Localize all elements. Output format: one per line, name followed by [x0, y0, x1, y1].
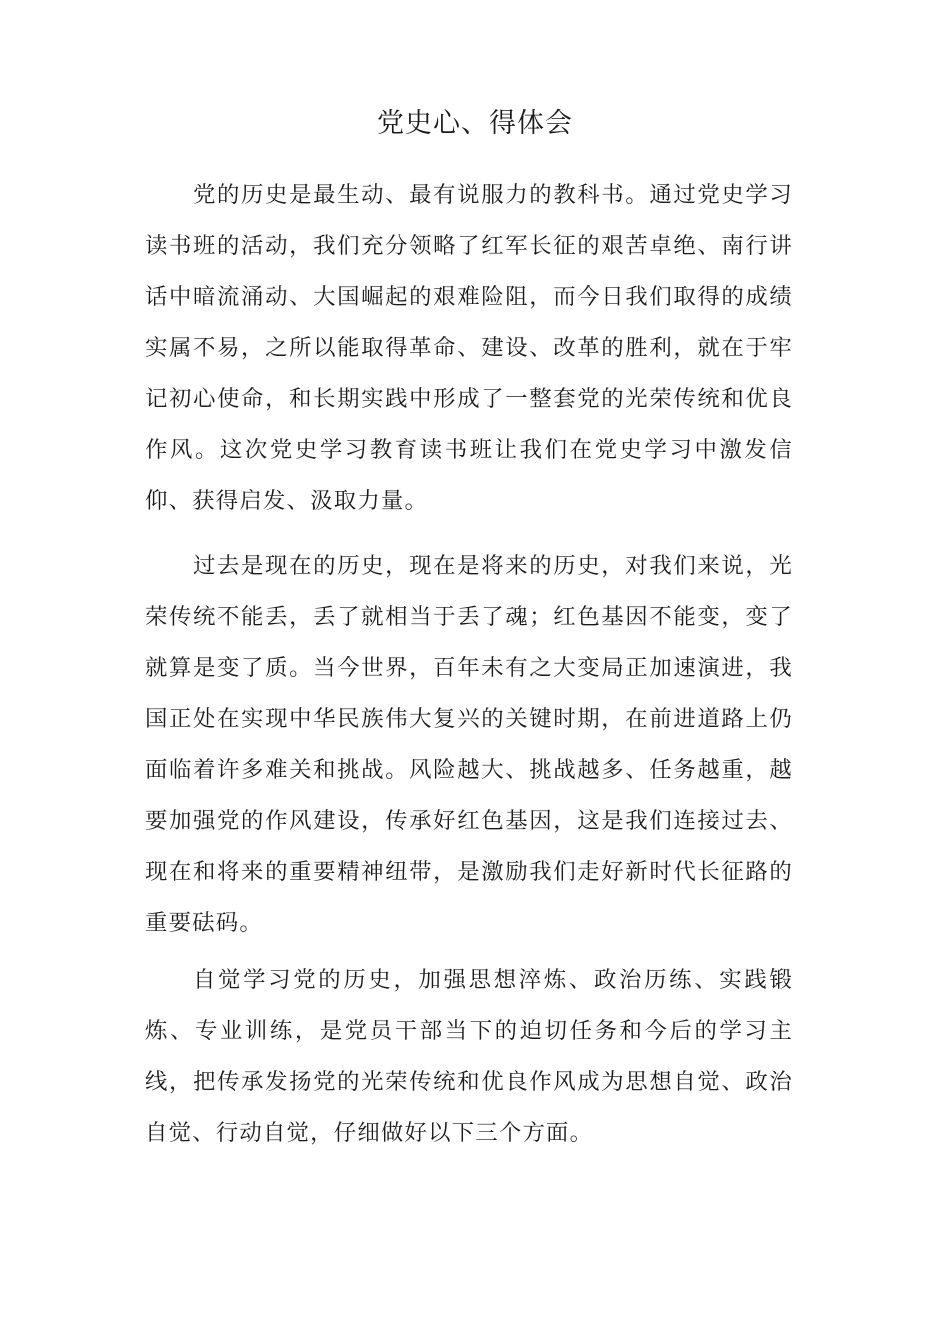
paragraph-block — [145, 541, 793, 949]
paragraph-2: 过去是现在的历史，现在是将来的历史，对我们来说，光荣传统不能丢，丢了就相当于丢了魂；红色基因不能变，变了就算是变了质。当今世界，百年未有之大变局正加速演进，我国正处在实现中华民族伟大复兴的关键时期，在前进道路上仍面临着许多难关和挑战。风险越大、挑战越多、任务越重，越要加强党的作风建设，传承好红色基因，这是我们连接过去、现在和将来的重要精神纽带，是激励我们走好新时代长征路的重要砝码。 — [145, 553, 793, 936]
document-title: 党史心、得体会 — [377, 108, 573, 139]
paragraph-1: 党的历史是最生动、最有说服力的教科书。通过党史学习读书班的活动，我们充分领略了红军长征的艰苦卓绝、南行讲话中暗流涌动、大国崛起的艰难险阻，而今日我们取得的成绩实属不易，之所以能取得革命、建设、改革的胜利，就在于牢记初心使命，和长期实践中形成了一整套党的光荣传统和优良作风。这次党史学习教育读书班让我们在党史学习中激发信仰、获得启发、汲取力量。 — [145, 182, 793, 514]
paragraph-3: 自觉学习党的历史，加强思想淬炼、政治历练、实践锻炼、专业训练，是党员干部当下的迫切任务和今后的学习主线，把传承发扬党的光荣传统和优良作风成为思想自觉、政治自觉、行动自觉，仔细做好以下三个方面。 — [145, 967, 793, 1146]
paragraph-block — [145, 955, 793, 1159]
paragraph-block — [145, 170, 793, 527]
